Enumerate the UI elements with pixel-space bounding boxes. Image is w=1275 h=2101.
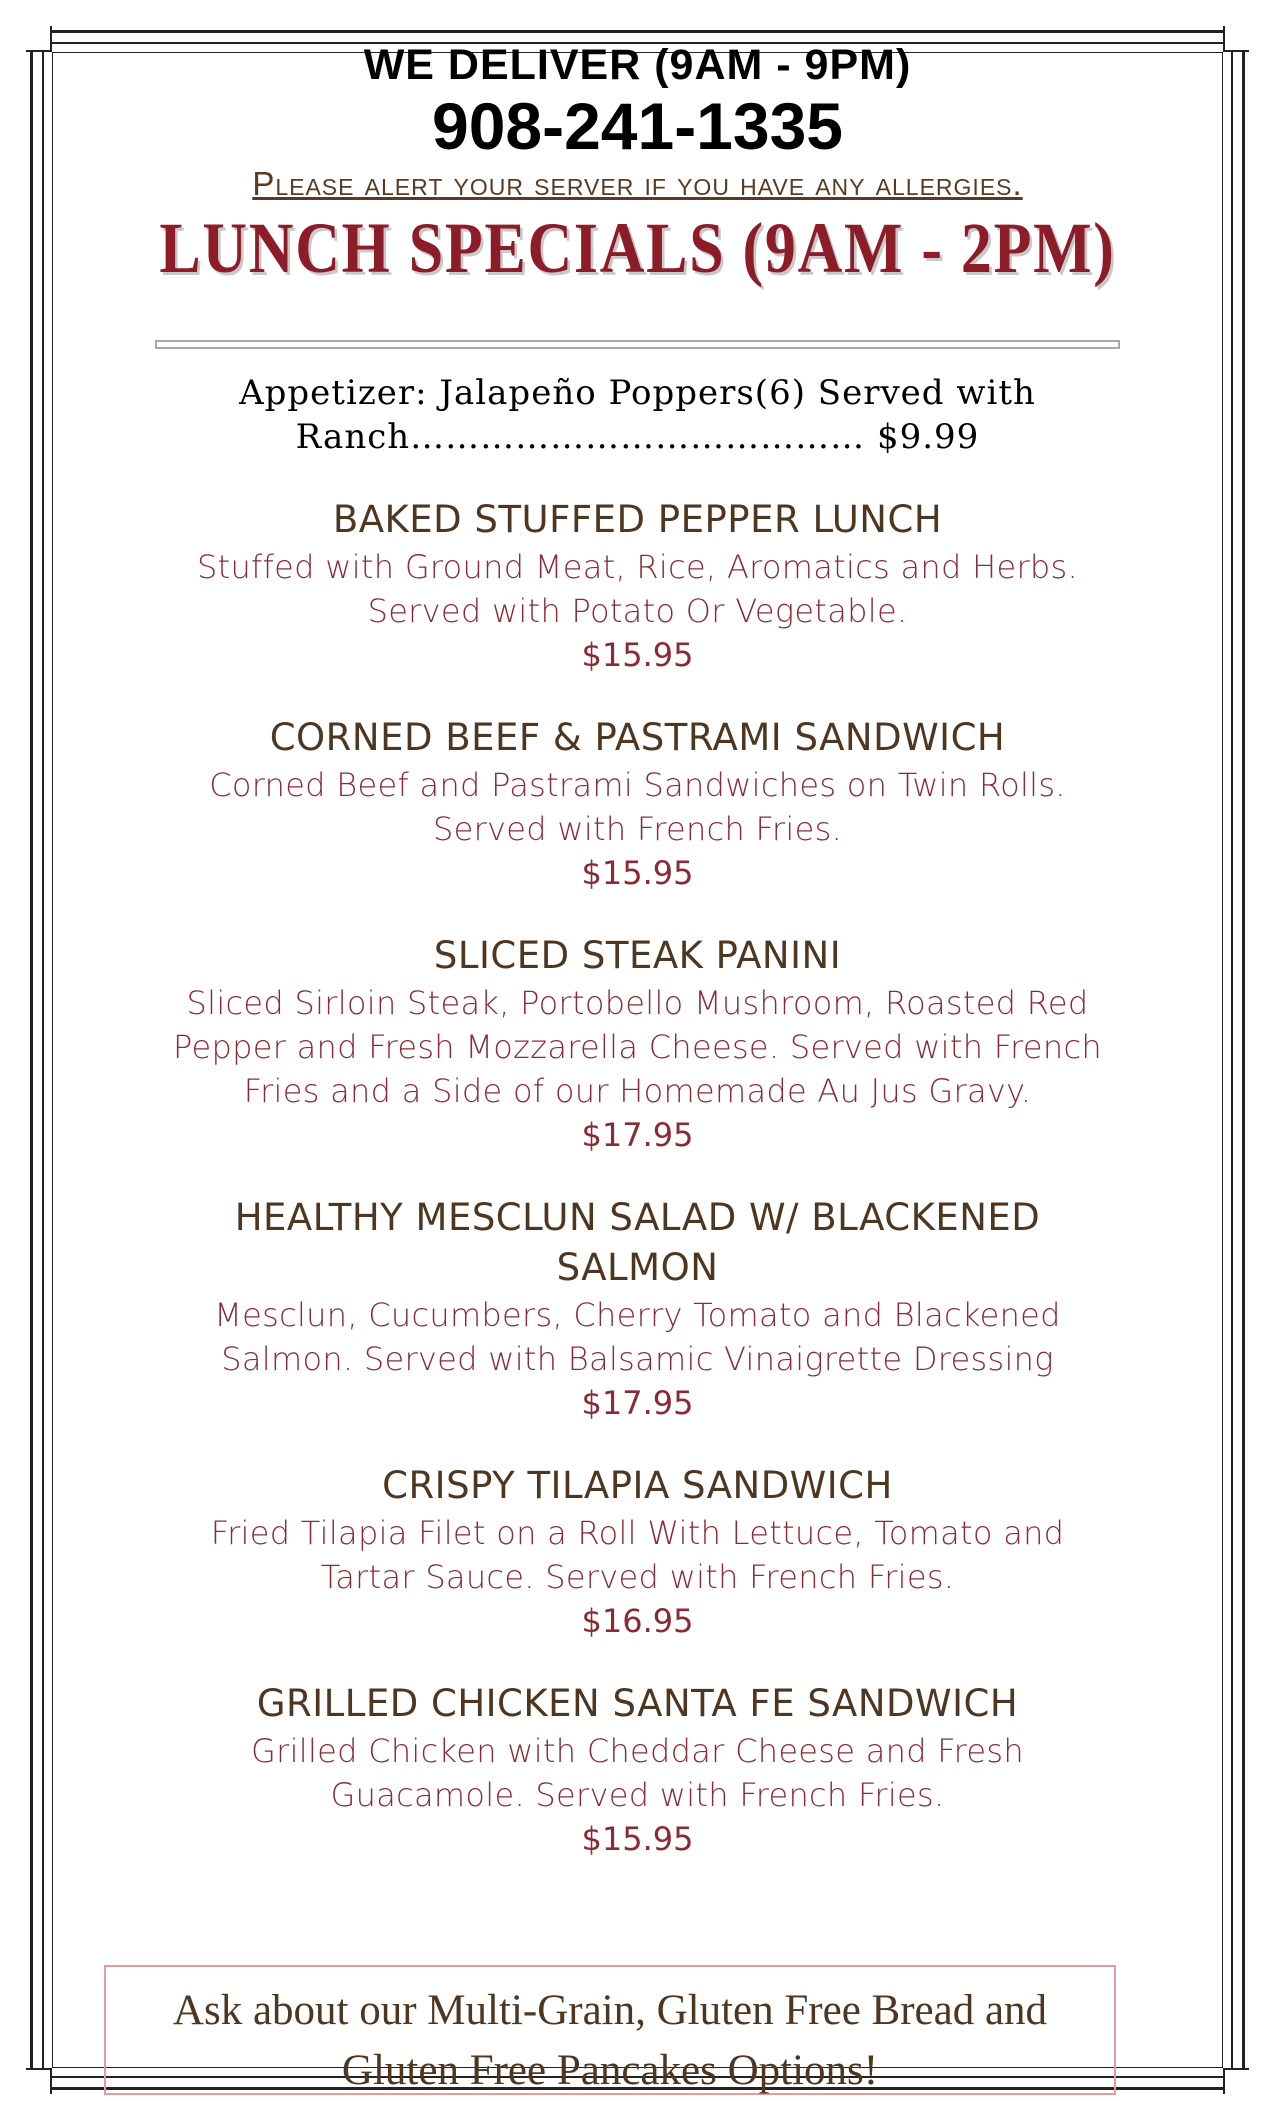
frame-corner [26,2068,52,2094]
menu-item-description: Sliced Sirloin Steak, Portobello Mushroom, Roasted Red Pepper and Fresh Mozzarella Cheese. Served with French Fries and a Side of our Homemade Au Jus Gravy. [173,984,1102,1110]
appetizer-line-2: Ranch………………………………… $9.99 [295,417,980,457]
menu-item-price: $15.95 [581,1820,694,1858]
frame-corner [1223,26,1249,52]
menu-item [60,495,1215,677]
menu-item-name: CRISPY TILAPIA SANDWICH [382,1464,893,1507]
menu-item-description: Fried Tilapia Filet on a Roll With Lettuce, Tomato and Tartar Sauce. Served with French Fries. [210,1514,1065,1596]
frame-corner [1223,2068,1249,2094]
menu-item-price: $15.95 [581,854,694,892]
menu-item-price: $15.95 [581,636,694,674]
menu-content [60,40,1215,1861]
menu-item [60,1193,1215,1425]
divider [155,340,1120,349]
page-title: LUNCH SPECIALS (9AM - 2PM) [159,208,1116,288]
menu-item-description: Corned Beef and Pastrami Sandwiches on Twin Rolls. Served with French Fries. [209,766,1066,848]
phone-number: 908-241-1335 [431,89,844,163]
gluten-free-notice-box [104,1965,1116,2095]
appetizer-line-1: Appetizer: Jalapeño Poppers(6) Served with [239,373,1036,413]
menu-item-description: Mesclun, Cucumbers, Cherry Tomato and Blackened Salmon. Served with Balsamic Vinaigrette Dressing [214,1296,1061,1378]
menu-item [60,1461,1215,1643]
allergy-notice: Please alert your server if you have any allergies. [252,165,1023,202]
menu-item-price: $16.95 [581,1602,694,1640]
menu-item [60,931,1215,1157]
menu-item-price: $17.95 [581,1384,694,1422]
appetizer [60,371,1215,459]
delivery-hours: WE DELIVER (9AM - 9PM) [363,41,912,89]
menu-item [60,1679,1215,1861]
menu-item-name: BAKED STUFFED PEPPER LUNCH [332,498,943,541]
frame-corner [26,26,52,52]
menu-item-description: Grilled Chicken with Cheddar Cheese and Fresh Guacamole. Served with French Fries. [251,1732,1024,1814]
menu-item-name: CORNED BEEF & PASTRAMI SANDWICH [269,716,1006,759]
menu-item-description: Stuffed with Ground Meat, Rice, Aromatics and Herbs. Served with Potato Or Vegetable. [197,548,1078,630]
menu-item-name: HEALTHY MESCLUN SALAD W/ BLACKENED SALMON [234,1196,1041,1289]
menu-item [60,713,1215,895]
gluten-free-notice: Ask about our Multi-Grain, Gluten Free Bread and Gluten Free Pancakes Options! [172,1987,1048,2094]
menu-item-price: $17.95 [581,1116,694,1154]
menu-item-name: GRILLED CHICKEN SANTA FE SANDWICH [256,1682,1019,1725]
menu-item-name: SLICED STEAK PANINI [433,934,842,977]
